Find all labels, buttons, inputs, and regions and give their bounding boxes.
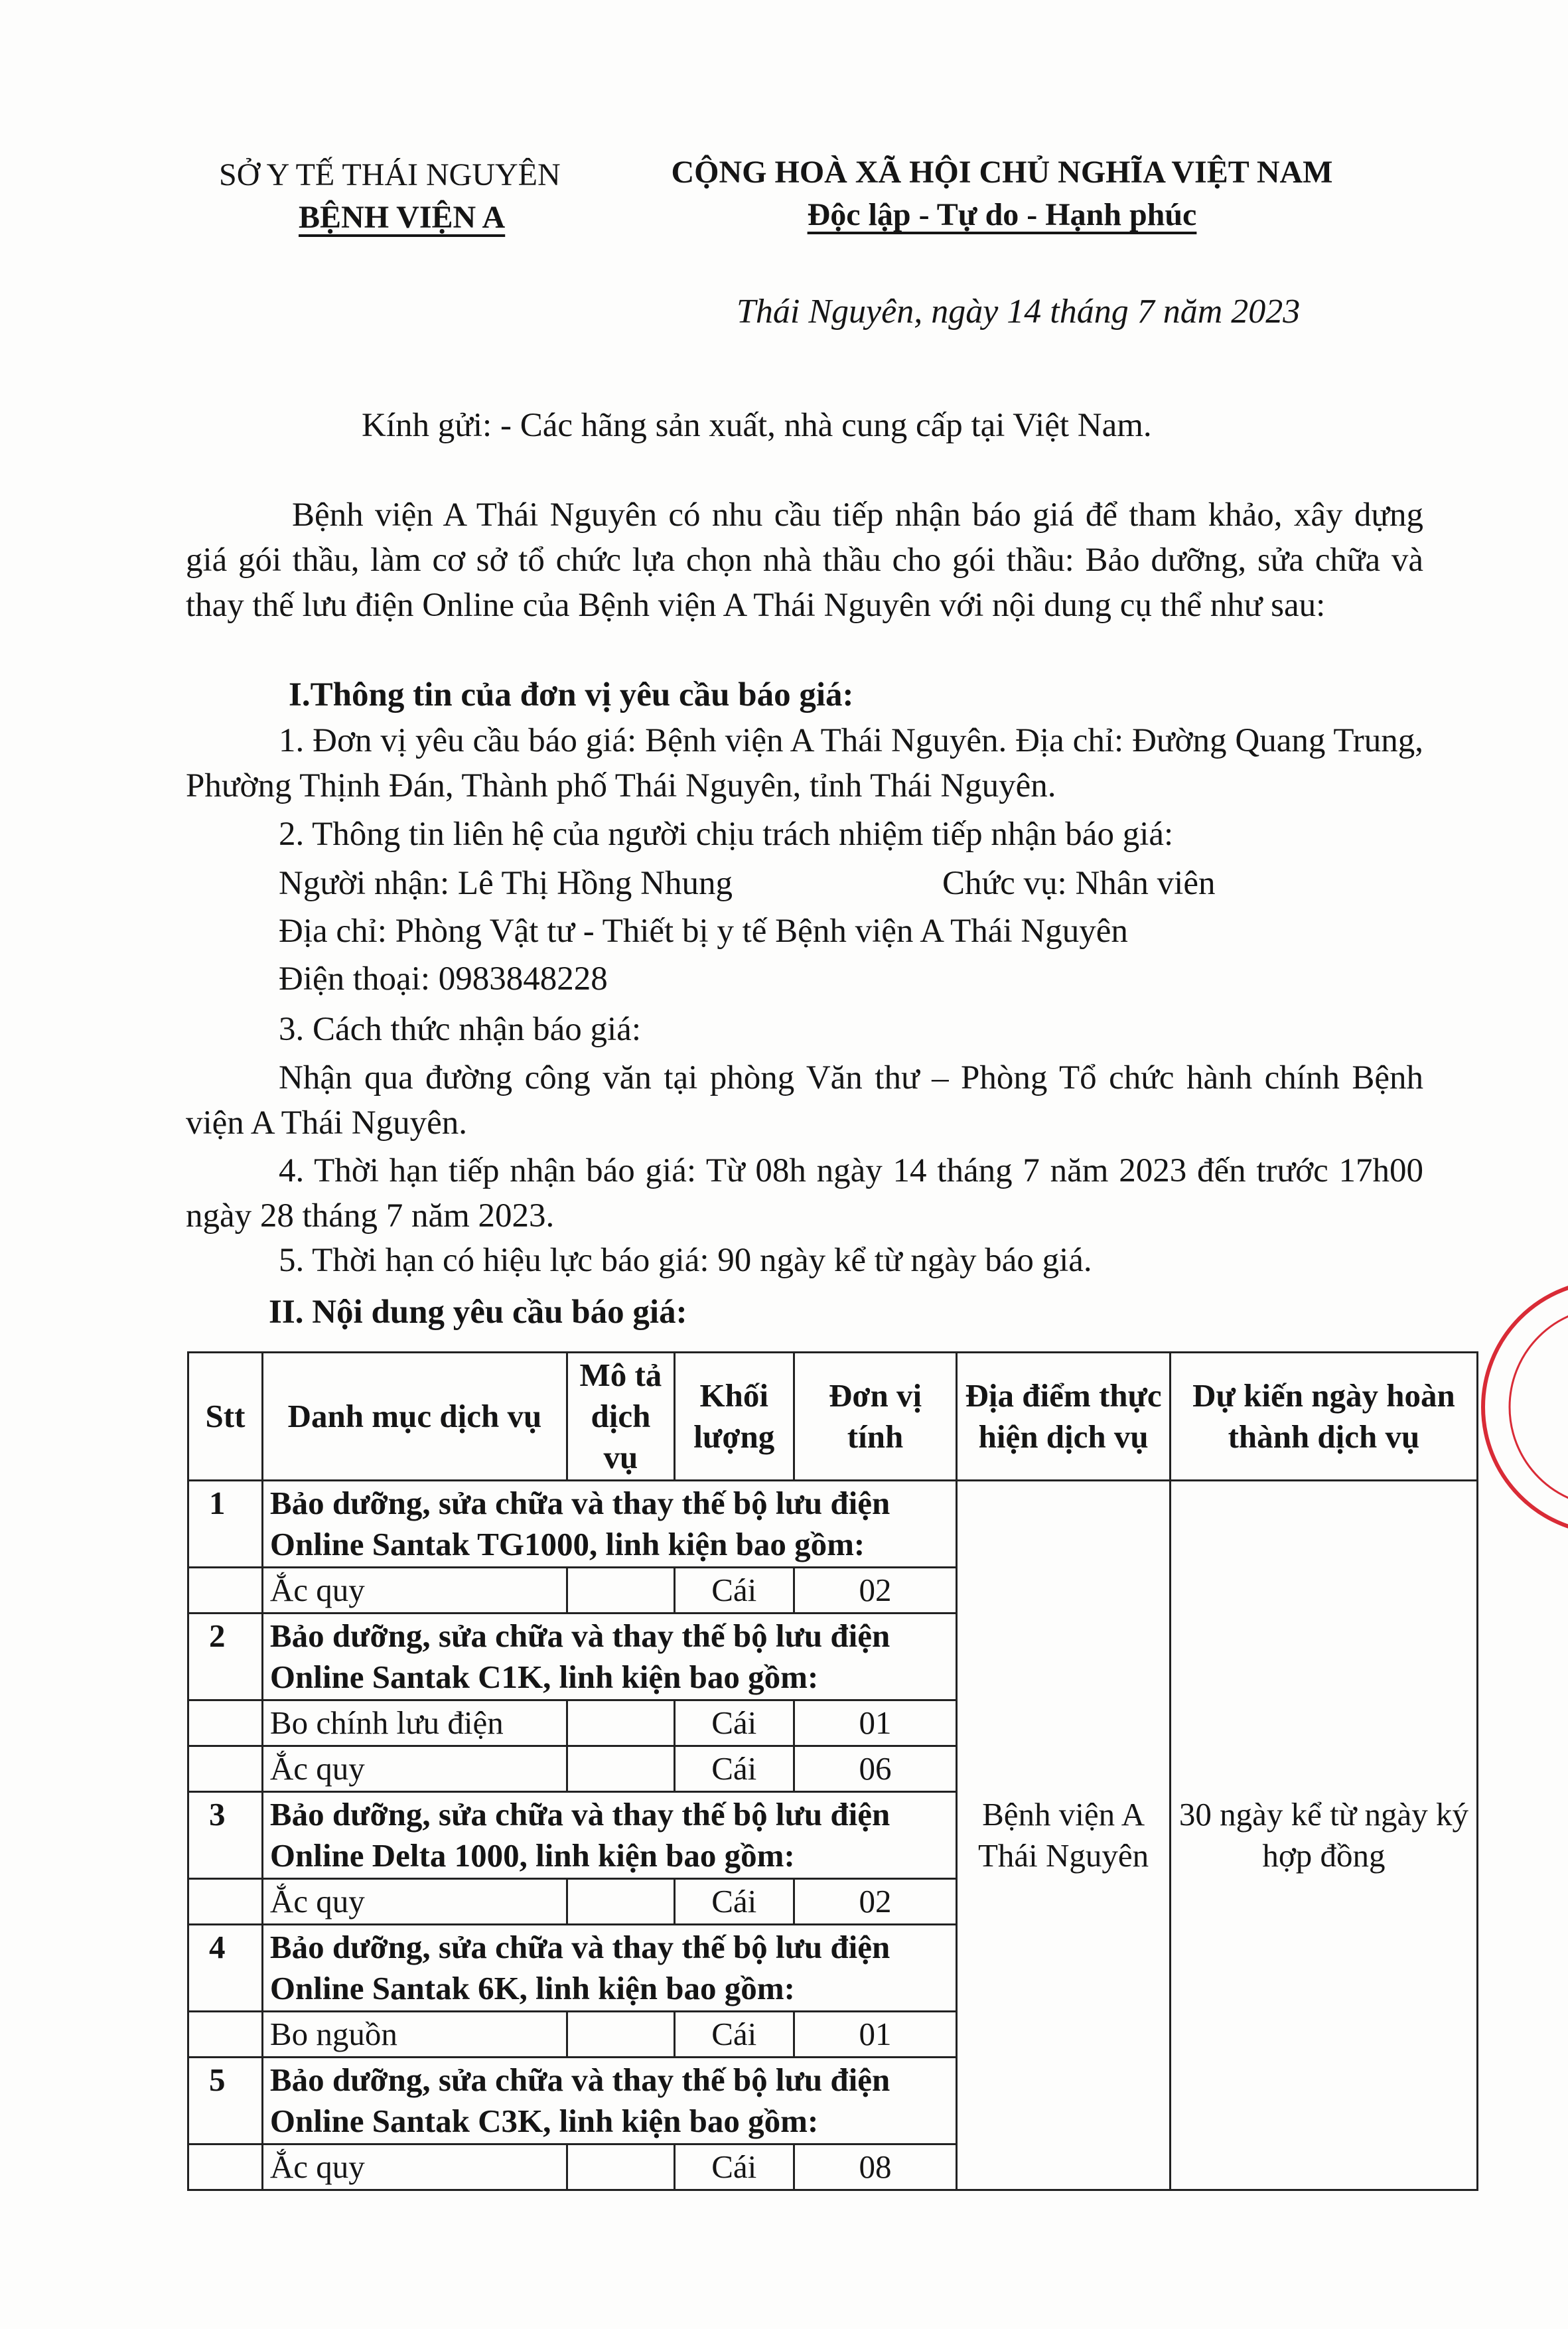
service-place: Bệnh viện A Thái Nguyên <box>957 1481 1171 2190</box>
receiver-name: Người nhận: Lê Thị Hồng Nhung <box>279 865 733 902</box>
header-description: Mô tả dịch vụ <box>567 1353 674 1481</box>
header-quantity: Khối lượng <box>674 1353 794 1481</box>
service-group-title: Bảo dưỡng, sửa chữa và thay thế bộ lưu điện Online Delta 1000, linh kiện bao gồm: <box>262 1792 956 1879</box>
section-1-item-2: 2. Thông tin liên hệ của người chịu trách nhiệm tiếp nhận báo giá: <box>279 816 1174 853</box>
section-1-item-3-detail: Nhận qua đường công văn tại phòng Văn thư – Phòng Tổ chức hành chính Bệnh viện A Thái Nguyên. <box>186 1059 1423 1142</box>
component-name: Ắc quy <box>262 1568 567 1614</box>
service-group-title: Bảo dưỡng, sửa chữa và thay thế bộ lưu điện Online Santak TG1000, linh kiện bao gồm: <box>262 1481 956 1568</box>
service-group-title: Bảo dưỡng, sửa chữa và thay thế bộ lưu điện Online Santak 6K, linh kiện bao gồm: <box>262 1925 956 2012</box>
table-row <box>188 1481 1478 1568</box>
header-unit: Đơn vị tính <box>794 1353 957 1481</box>
header-category: Danh mục dịch vụ <box>262 1353 567 1481</box>
component-name: Bo nguồn <box>262 2012 567 2058</box>
component-name: Ắc quy <box>262 1746 567 1792</box>
header-stt: Stt <box>188 1353 263 1481</box>
header-place: Địa điểm thực hiện dịch vụ <box>957 1353 1171 1481</box>
organization-name: BỆNH VIỆN A <box>299 200 506 235</box>
row-stt: 5 <box>188 2058 263 2144</box>
official-stamp <box>1443 1261 1568 1553</box>
service-group-title: Bảo dưỡng, sửa chữa và thay thế bộ lưu điện Online Santak C3K, linh kiện bao gồm: <box>262 2058 956 2144</box>
component-name: Ắc quy <box>262 2144 567 2190</box>
row-stt: 4 <box>188 1925 263 2012</box>
section-2-title: II. Nội dung yêu cầu báo giá: <box>269 1294 687 1331</box>
component-unit: 01 <box>794 1700 957 1746</box>
component-quantity: Cái <box>674 1746 794 1792</box>
quote-request-table <box>187 1351 1478 2191</box>
parent-organization: SỞ Y TẾ THÁI NGUYÊN <box>219 157 561 192</box>
issuing-organization <box>219 154 561 239</box>
row-stt: 3 <box>188 1792 263 1879</box>
header-completion: Dự kiến ngày hoàn thành dịch vụ <box>1170 1353 1477 1481</box>
receiver-address: Địa chỉ: Phòng Vật tư - Thiết bị y tế Bệnh viện A Thái Nguyên <box>279 913 1128 950</box>
receiver-position: Chức vụ: Nhân viên <box>942 865 1216 902</box>
date-line: Thái Nguyên, ngày 14 tháng 7 năm 2023 <box>737 293 1301 331</box>
row-stt: 2 <box>188 1614 263 1700</box>
service-group-title: Bảo dưỡng, sửa chữa và thay thế bộ lưu điện Online Santak C1K, linh kiện bao gồm: <box>262 1614 956 1700</box>
component-unit: 01 <box>794 2012 957 2058</box>
component-quantity: Cái <box>674 1568 794 1614</box>
component-quantity: Cái <box>674 2144 794 2190</box>
component-quantity: Cái <box>674 1700 794 1746</box>
component-quantity: Cái <box>674 1879 794 1925</box>
national-heading <box>657 151 1347 236</box>
component-unit: 08 <box>794 2144 957 2190</box>
component-name: Bo chính lưu điện <box>262 1700 567 1746</box>
intro-paragraph: Bệnh viện A Thái Nguyên có nhu cầu tiếp nhận báo giá để tham khảo, xây dựng giá gói thầu, làm cơ sở tổ chức lựa chọn nhà thầu cho gói thầu: Bảo dưỡng, sửa chữa và thay thế lưu điện Online của Bệnh viện A Thái Nguyên với nội dung cụ thể như sau: <box>186 496 1423 624</box>
component-quantity: Cái <box>674 2012 794 2058</box>
country-name: CỘNG HOÀ XÃ HỘI CHỦ NGHĨA VIỆT NAM <box>671 155 1333 190</box>
component-unit: 02 <box>794 1568 957 1614</box>
component-name: Ắc quy <box>262 1879 567 1925</box>
recipient-line: Kính gửi: - Các hãng sản xuất, nhà cung cấp tại Việt Nam. <box>362 407 1152 444</box>
section-1-item-3: 3. Cách thức nhận báo giá: <box>279 1011 641 1048</box>
section-1-item-1: 1. Đơn vị yêu cầu báo giá: Bệnh viện A Thái Nguyên. Địa chỉ: Đường Quang Trung, Phường Thịnh Đán, Thành phố Thái Nguyên, tỉnh Thái Nguyên. <box>186 722 1423 804</box>
section-1-title: I.Thông tin của đơn vị yêu cầu báo giá: <box>289 676 854 714</box>
receiver-phone: Điện thoại: 0983848228 <box>279 960 608 998</box>
national-motto: Độc lập - Tự do - Hạnh phúc <box>807 197 1197 232</box>
component-unit: 06 <box>794 1746 957 1792</box>
completion-time: 30 ngày kể từ ngày ký hợp đồng <box>1170 1481 1477 2190</box>
table-header-row <box>188 1353 1478 1481</box>
row-stt: 1 <box>188 1481 263 1568</box>
section-1-item-4: 4. Thời hạn tiếp nhận báo giá: Từ 08h ngày 14 tháng 7 năm 2023 đến trước 17h00 ngày 28 tháng 7 năm 2023. <box>186 1152 1423 1235</box>
section-1-item-5: 5. Thời hạn có hiệu lực báo giá: 90 ngày kể từ ngày báo giá. <box>279 1242 1092 1279</box>
component-unit: 02 <box>794 1879 957 1925</box>
